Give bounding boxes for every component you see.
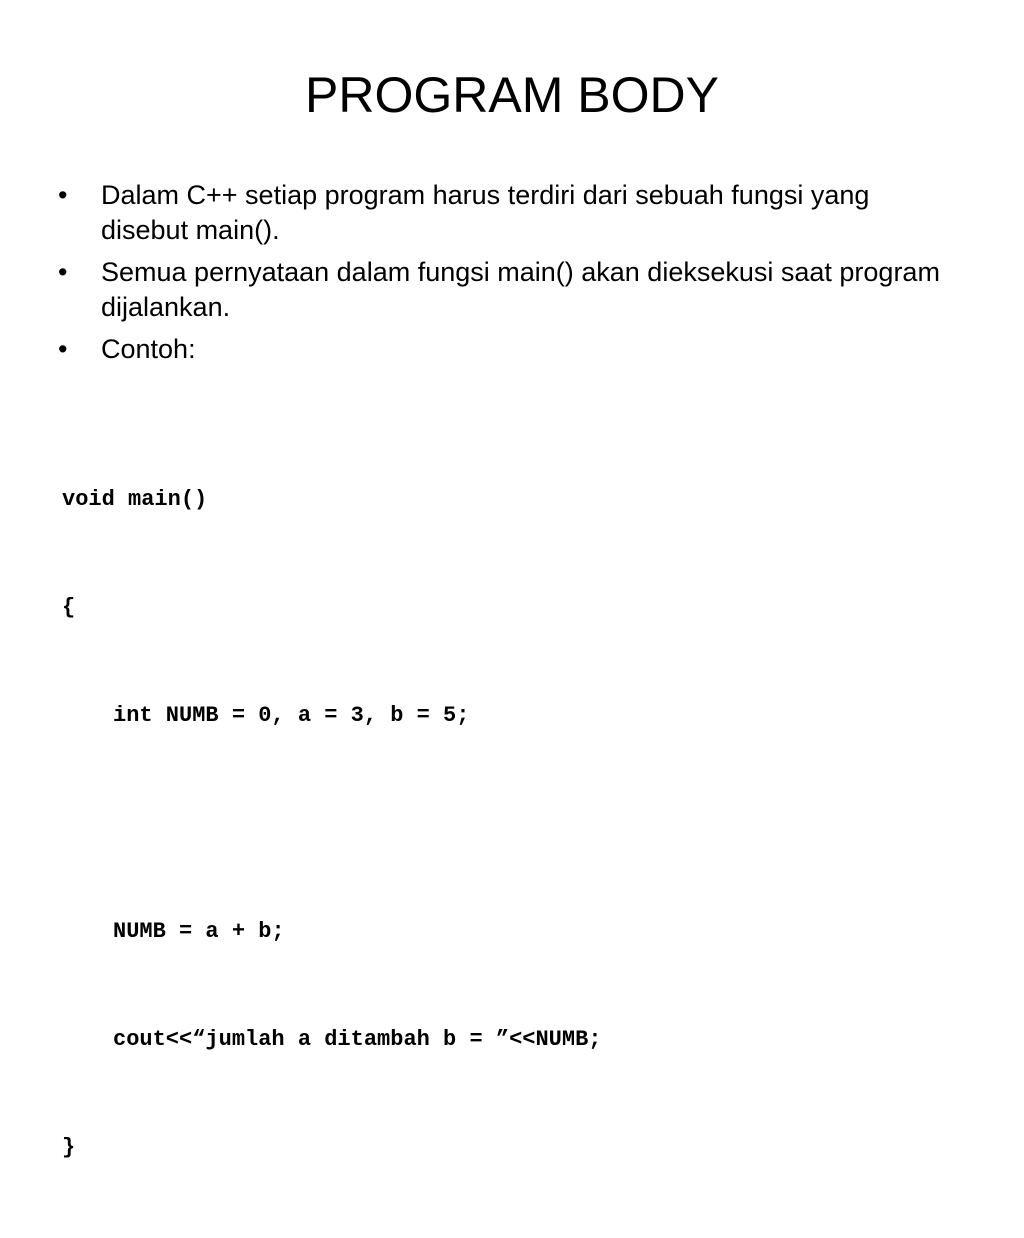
code-block <box>62 410 1002 1238</box>
bullet-text: Contoh: <box>101 334 196 364</box>
code-line: int NUMB = 0, a = 3, b = 5; <box>113 703 470 728</box>
bullet-text: Semua pernyataan dalam fungsi main() akan dieksekusi saat program dijalankan. <box>101 257 940 322</box>
code-line: NUMB = a + b; <box>113 919 285 944</box>
code-line: cout<<“jumlah a ditambah b = ”<<NUMB; <box>113 1027 602 1052</box>
bullet-item <box>58 255 958 325</box>
code-line: } <box>62 1135 76 1160</box>
bullet-text: Dalam C++ setiap program harus terdiri dari sebuah fungsi yang disebut main(). <box>101 180 870 245</box>
bullet-item <box>58 332 958 367</box>
bullet-item <box>58 178 958 248</box>
bullet-list <box>58 178 958 374</box>
code-line: void main() <box>62 487 208 512</box>
bullet-icon: • <box>58 334 68 364</box>
bullet-icon: • <box>58 180 68 210</box>
code-line: { <box>62 595 76 620</box>
slide-title: PROGRAM BODY <box>305 67 719 123</box>
bullet-icon: • <box>58 257 68 287</box>
code-line <box>62 806 1002 842</box>
